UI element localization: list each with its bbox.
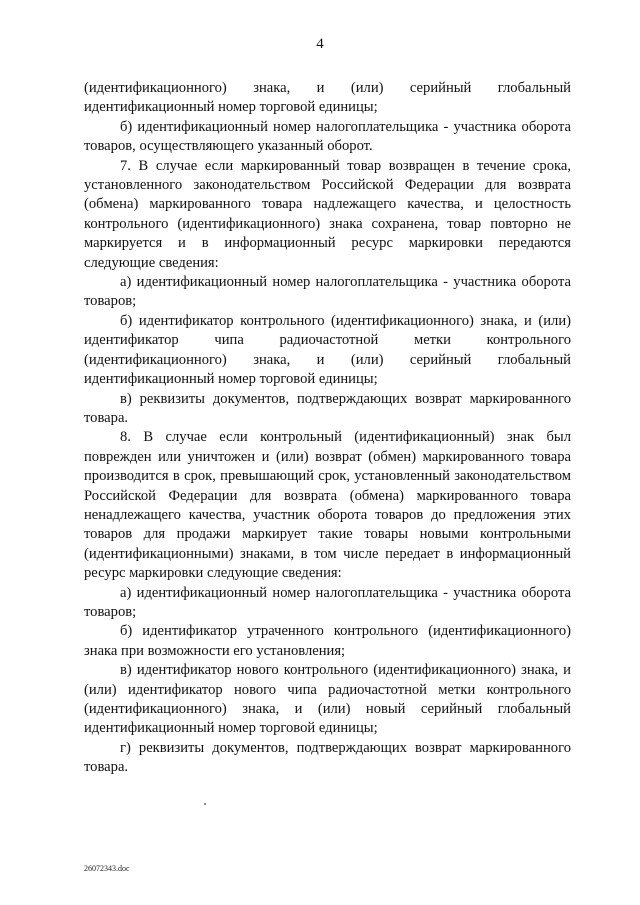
paragraph-item-b: б) идентификационный номер налогоплательщика - участника оборота товаров, осуществляющего указанный оборот. xyxy=(84,118,571,155)
paragraph-clause-7-item-b: б) идентификатор контрольного (идентификационного) знака, и (или) идентификатор чипа радиочастотной метки контрольного (идентификационного) знака, и (или) серийный глобальный идентификационный номер торговой единицы; xyxy=(84,312,571,388)
footer-document-id: 26072343.doc xyxy=(84,864,130,873)
paragraph-clause-8-item-v: в) идентификатор нового контрольного (идентификационного) знака, и (или) идентификатор нового чипа радиочастотной метки контрольного (идентификационного) знака, и (или) новый серийный глобальный идентификационный номер торговой единицы; xyxy=(84,662,571,737)
paragraph-clause-7-item-v: в) реквизиты документов, подтверждающих возврат маркированного товара. xyxy=(84,390,571,426)
paragraph-clause-8-item-g: г) реквизиты документов, подтверждающих возврат маркированного товара. xyxy=(84,739,571,776)
paragraph-clause-8-item-a: а) идентификационный номер налогоплательщика - участника оборота товаров; xyxy=(84,584,571,620)
paragraph-clause-7: 7. В случае если маркированный товар возвращен в течение срока, установленного законодательством Российской Федерации для возврата (обмена) маркированного товара надлежащего качества, и целостность контрольного (идентификационного) знака сохранена, товар повторно не маркируется и в информационный ресурс маркировки передаются следующие сведения: xyxy=(84,157,571,271)
scan-dot-mark xyxy=(204,803,206,805)
page-number: 4 xyxy=(316,36,324,52)
paragraph-clause-7-item-a: а) идентификационный номер налогоплательщика - участника оборота товаров; xyxy=(84,274,571,310)
paragraph-clause-8-item-b: б) идентификатор утраченного контрольного (идентификационного) знака при возможности его установления; xyxy=(84,623,571,659)
paragraph-clause-8: 8. В случае если контрольный (идентификационный) знак был поврежден или уничтожен и (или) возврат (обмен) маркированного товара производится в срок, превышающий срок, установленный законодательством Российской Федерации для возврата (обмена) маркированного товара ненадлежащего качества, участник оборота товаров до предложения этих товаров для продажи маркирует такие товары новыми контрольными (идентификационными) знаками, в том числе передает в информационный ресурс маркировки следующие сведения: xyxy=(84,429,571,582)
paragraph-continuation: (идентификационного) знака, и (или) серийный глобальный идентификационный номер торговой единицы; xyxy=(84,80,571,116)
document-body xyxy=(84,79,571,778)
